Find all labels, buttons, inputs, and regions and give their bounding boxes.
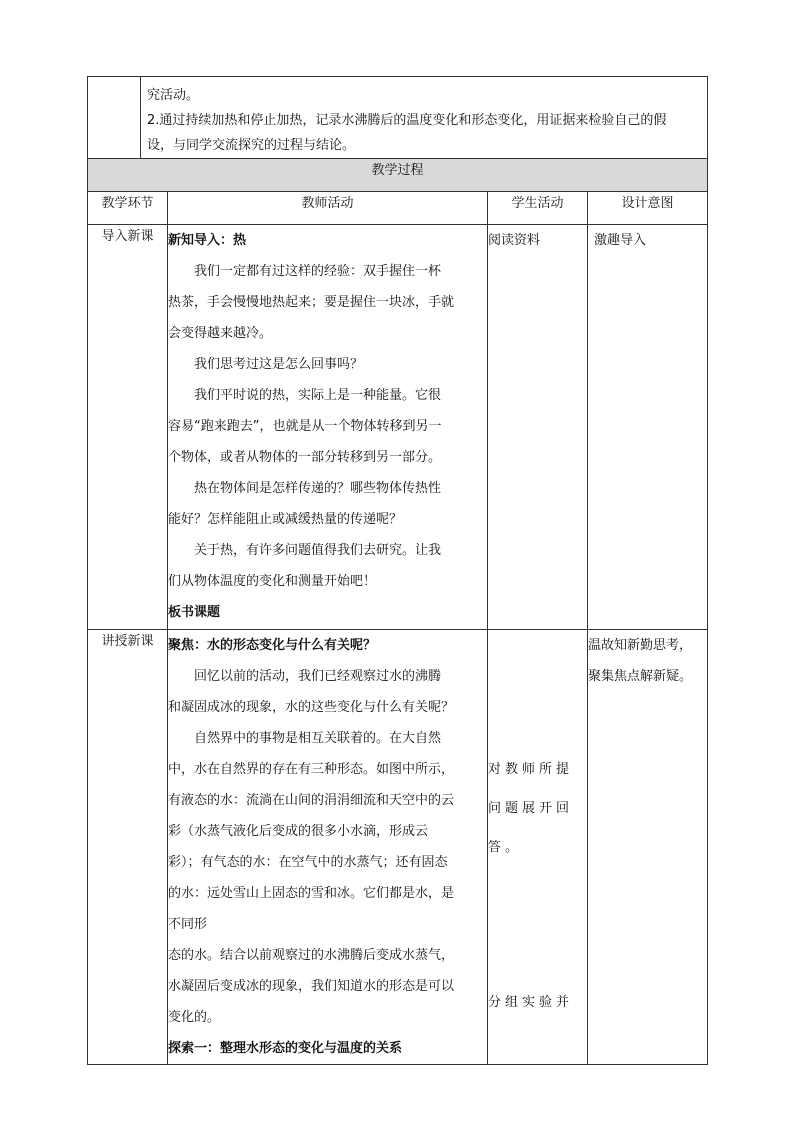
paragraph-line: 变化的。 (168, 1010, 221, 1025)
paragraph-line: 中，水在自然界的存在有三种形态。如图中所示， (168, 762, 455, 777)
paragraph-line: 和凝固成冰的现象，水的这些变化与什么有关呢？ (168, 700, 455, 715)
paragraph-line: 彩（水蒸气液化后变成的很多小水滴，形成云 (168, 824, 429, 839)
objectives-cell (141, 77, 708, 159)
student-activity-cell (488, 225, 588, 630)
teacher-activity-cell (168, 630, 488, 1065)
intent-line: 激趣导入 (594, 233, 647, 248)
header-stage: 教学环节 (88, 192, 168, 225)
student-line: 问题展开回 (488, 801, 574, 816)
stage-cell: 讲授新课 (88, 630, 168, 1065)
header-intent: 设计意图 (588, 192, 708, 225)
header-row (88, 192, 708, 225)
paragraph-line: 我们一定都有过这样的经验：双手握住一杯 (194, 264, 442, 279)
design-intent-cell (588, 225, 708, 630)
objective-line: 2.通过持续加热和停止加热，记录水沸腾后的温度变化和形态变化，用证据来检验自己的假 (147, 113, 667, 128)
design-intent-cell (588, 630, 708, 1065)
paragraph-line: 会变得越来越冷。 (168, 326, 273, 341)
paragraph-line: 能好？怎样能阻止或减缓热量的传递呢？ (168, 512, 403, 527)
intent-line: 聚集焦点解新疑。 (588, 669, 693, 684)
table-row (88, 630, 708, 1065)
header-teacher: 教师活动 (168, 192, 488, 225)
objectives-row (88, 77, 708, 159)
student-line: 答。 (488, 840, 523, 855)
objective-line: 设，与同学交流探究的过程与结论。 (147, 138, 356, 153)
student-line: 对教师所提 (488, 762, 574, 777)
paragraph-line: 自然界中的事物是相互关联着的。在大自然 (194, 731, 442, 746)
paragraph-line: 关于热，有许多问题值得我们去研究。让我 (194, 543, 442, 558)
lesson-plan-table (87, 76, 708, 1065)
paragraph-line: 容易“跑来跑去”，也就是从一个物体转移到另一 (168, 419, 442, 434)
process-title: 教学过程 (88, 159, 708, 192)
student-activity-cell (488, 630, 588, 1065)
section-heading: 新知导入：热 (168, 233, 247, 248)
section-heading: 聚焦：水的形态变化与什么有关呢？ (168, 638, 377, 653)
paragraph-line: 我们平时说的热，实际上是一种能量。它很 (194, 388, 442, 403)
paragraph-line: 回忆以前的活动，我们已经观察过水的沸腾 (194, 669, 442, 684)
paragraph-line: 个物体，或者从物体的一部分转移到另一部分。 (168, 450, 442, 465)
paragraph-line: 水凝固后变成冰的现象，我们知道水的形态是可以 (168, 979, 455, 994)
objective-line: 究活动。 (147, 88, 200, 103)
paragraph-line: 热在物体间是怎样传递的？哪些物体传热性 (194, 481, 442, 496)
paragraph-line: 的水：远处雪山上固态的雪和冰。它们都是水，是 (168, 886, 455, 901)
paragraph-line: 态的水。结合以前观察过的水沸腾后变成水蒸气， (168, 948, 455, 963)
section-heading: 探索一：整理水形态的变化与温度的关系 (168, 1041, 403, 1056)
header-student: 学生活动 (488, 192, 588, 225)
process-title-row (88, 159, 708, 192)
student-line: 分组实验并 (488, 995, 574, 1010)
paragraph-line: 不同形 (168, 917, 208, 932)
paragraph-line: 彩）；有气态的水：在空气中的水蒸气；还有固态 (168, 855, 448, 870)
paragraph-line: 我们思考过这是怎么回事吗？ (194, 357, 364, 372)
teacher-activity-cell (168, 225, 488, 630)
intent-line: 温故知新勤思考， (588, 638, 693, 653)
paragraph-line: 们从物体温度的变化和测量开始吧！ (168, 574, 377, 589)
table-row (88, 225, 708, 630)
paragraph-line: 有液态的水：流淌在山间的涓涓细流和天空中的云 (168, 793, 455, 808)
section-heading: 板书课题 (168, 605, 221, 620)
stage-cell: 导入新课 (88, 225, 168, 630)
paragraph-line: 热茶，手会慢慢地热起来；要是握住一块冰，手就 (168, 295, 455, 310)
objectives-label-cell (88, 77, 141, 159)
student-line: 阅读资料 (488, 233, 541, 248)
